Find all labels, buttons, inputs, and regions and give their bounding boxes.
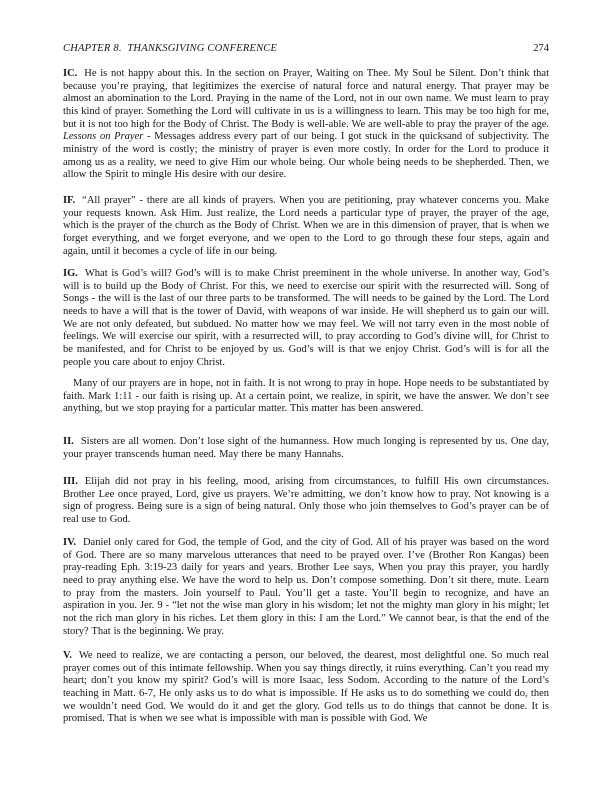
paragraph: [63, 268, 549, 369]
page-number: 274: [533, 43, 549, 54]
paragraph-label: III.: [63, 476, 78, 487]
paragraph-text: We need to realize, we are contacting a person, our beloved, the dearest, most delightful one. So much real prayer comes out of this intimate fellowship. When you say things directly, it ruins everything. Can’t you read my heart; don’t you know my spirit? God’s will is more Isaac, less Sodom. According to the nature of the Lord’s teaching in Matt. 6-7, He only asks us to do what is impossible. If He asks us to do something we could do, then we wouldn’t need God. We would do it and get the glory. God tells us to do things that cannot be done. It is promised. That is when we see what is impossible with man is possible with God. We: [63, 650, 549, 725]
paragraph-text: Daniel only cared for God, the temple of God, and the city of God. All of his prayer was based on the word of God. There are so many marvelous utterances that need to be prayed over. I’ve (Brother Ron Kangas) been pray-reading Eph. 3:19-23 daily for years and years. Brother Lee says, When you pray this prayer, you hardly need to pray anything else. We have the word to help us. Don’t compose something. Don’t sit there, mute. Learn to pray from the masters. Join yourself to Paul. You’ll get a taste. You’ll begin to recognize, and have an aspiration in you. Jer. 9 - “let not the wise man glory in his wisdom; let not the mighty man glory in his might; let not the rich man glory in his riches. Let them glory in this: I am the Lord.” We cannot bear, is that the end of the story? That is the beginning. We pray.: [63, 537, 549, 637]
paragraph-label: II.: [63, 436, 74, 447]
paragraph: [63, 537, 549, 638]
paragraph-text: Elijah did not pray in his feeling, mood, arising from circumstances, to fulfill His own circumstances. Brother Lee once prayed, Lord, give us prayers. We’re admitting, we don’t know how to pray. Not knowing is a sign of progress. Being sure is a sign of being natural. Only those who join themselves to God’s prayer can be of real use to God.: [63, 476, 549, 525]
paragraph: [63, 195, 549, 258]
paragraph-label: V.: [63, 650, 72, 661]
paragraph: [63, 476, 549, 527]
paragraph-text: “All prayer” - there are all kinds of prayers. When you are petitioning, pray whatever concerns you. Make your requests known. Ask Him. Just realize, the Lord needs a particular type of prayer, the prayer of the age, which is the prayer of the church as the Body of Christ. When we are in this dimension of prayer, that is when we forget everything, and we forget everyone, and we open to the Lord to go through these four steps, again and again, until it becomes a cycle of life in our being.: [63, 195, 549, 257]
paragraph-text: Sisters are all women. Don’t lose sight of the humanness. How much longing is represented by us. One day, your prayer transcends human need. May there be many Hannahs.: [63, 436, 549, 460]
page-header: [63, 42, 549, 55]
paragraph-label: IG.: [63, 268, 78, 279]
paragraph-text: He is not happy about this. In the section on Prayer, Waiting on Thee. My Soul be Silent. Don’t think that because you’re praying, that legitimizes the exercise of natural force and natural energy. That prayer may be almost an abomination to the Lord. Praying in the name of the Lord, not in our own name. We must learn to pray this kind of prayer. Something the Lord will cultivate in us is a willingness to learn. This may be too high for me, but it is not too high for the Body of Christ. The Body is well-able. We are well-able to pray the prayer of the age.: [63, 68, 549, 130]
paragraph-label: IF.: [63, 195, 76, 206]
paragraph-text: - Messages address every part of our being. I got stuck in the quicksand of subjectivity. The ministry of the word is costly; the ministry of prayer is even more costly. In order for the Lord to produce it among us as a reality, we need to give Him our whole being. Our whole being needs to be shepherded. Then, we allow the Spirit to mingle His desire with our desire.: [63, 131, 550, 181]
paragraph-label: IV.: [63, 537, 76, 548]
paragraph-text: What is God’s will? God’s will is to make Christ preeminent in the whole universe. In another way, God’s will is to build up the Body of Christ. For this, we need to exercise our spirit with the resurrected will. Song of Songs - the will is the last of our three parts to be transformed. The will needs to be gained by the Lord. The Lord needs to have a will that is the tower of David, with weapons of war inside. He will shepherd us to gain our will. We are not only defeated, but subdued. No matter how we may feel. We will not tarry even in the most noble of feelings. We will exercise our spirit, with a resurrected will, to pray according to God’s divine will, for Christ to be manifested, and for Christ to be enjoyed by us. God’s will is that we enjoy Christ. God’s will is for all the people you care about to enjoy Christ.: [63, 268, 549, 368]
running-head: CHAPTER 8. THANKSGIVING CONFERENCE: [63, 43, 278, 54]
paragraph: [63, 650, 549, 726]
paragraph-label: IC.: [63, 68, 78, 79]
paragraph: [63, 436, 549, 461]
paragraph: [63, 68, 549, 182]
paragraph: [63, 378, 549, 416]
paragraph-text: Many of our prayers are in hope, not in faith. It is not wrong to pray in hope. Hope needs to be substantiated by faith. Mark 1:11 - our faith is rising up. At a certain point, we realize, in spirit, we have the answer. We don’t see anything, but we stop praying for a particular matter. This matter has been answered.: [63, 378, 549, 415]
book-title-italic: Lessons on Prayer: [63, 131, 144, 143]
